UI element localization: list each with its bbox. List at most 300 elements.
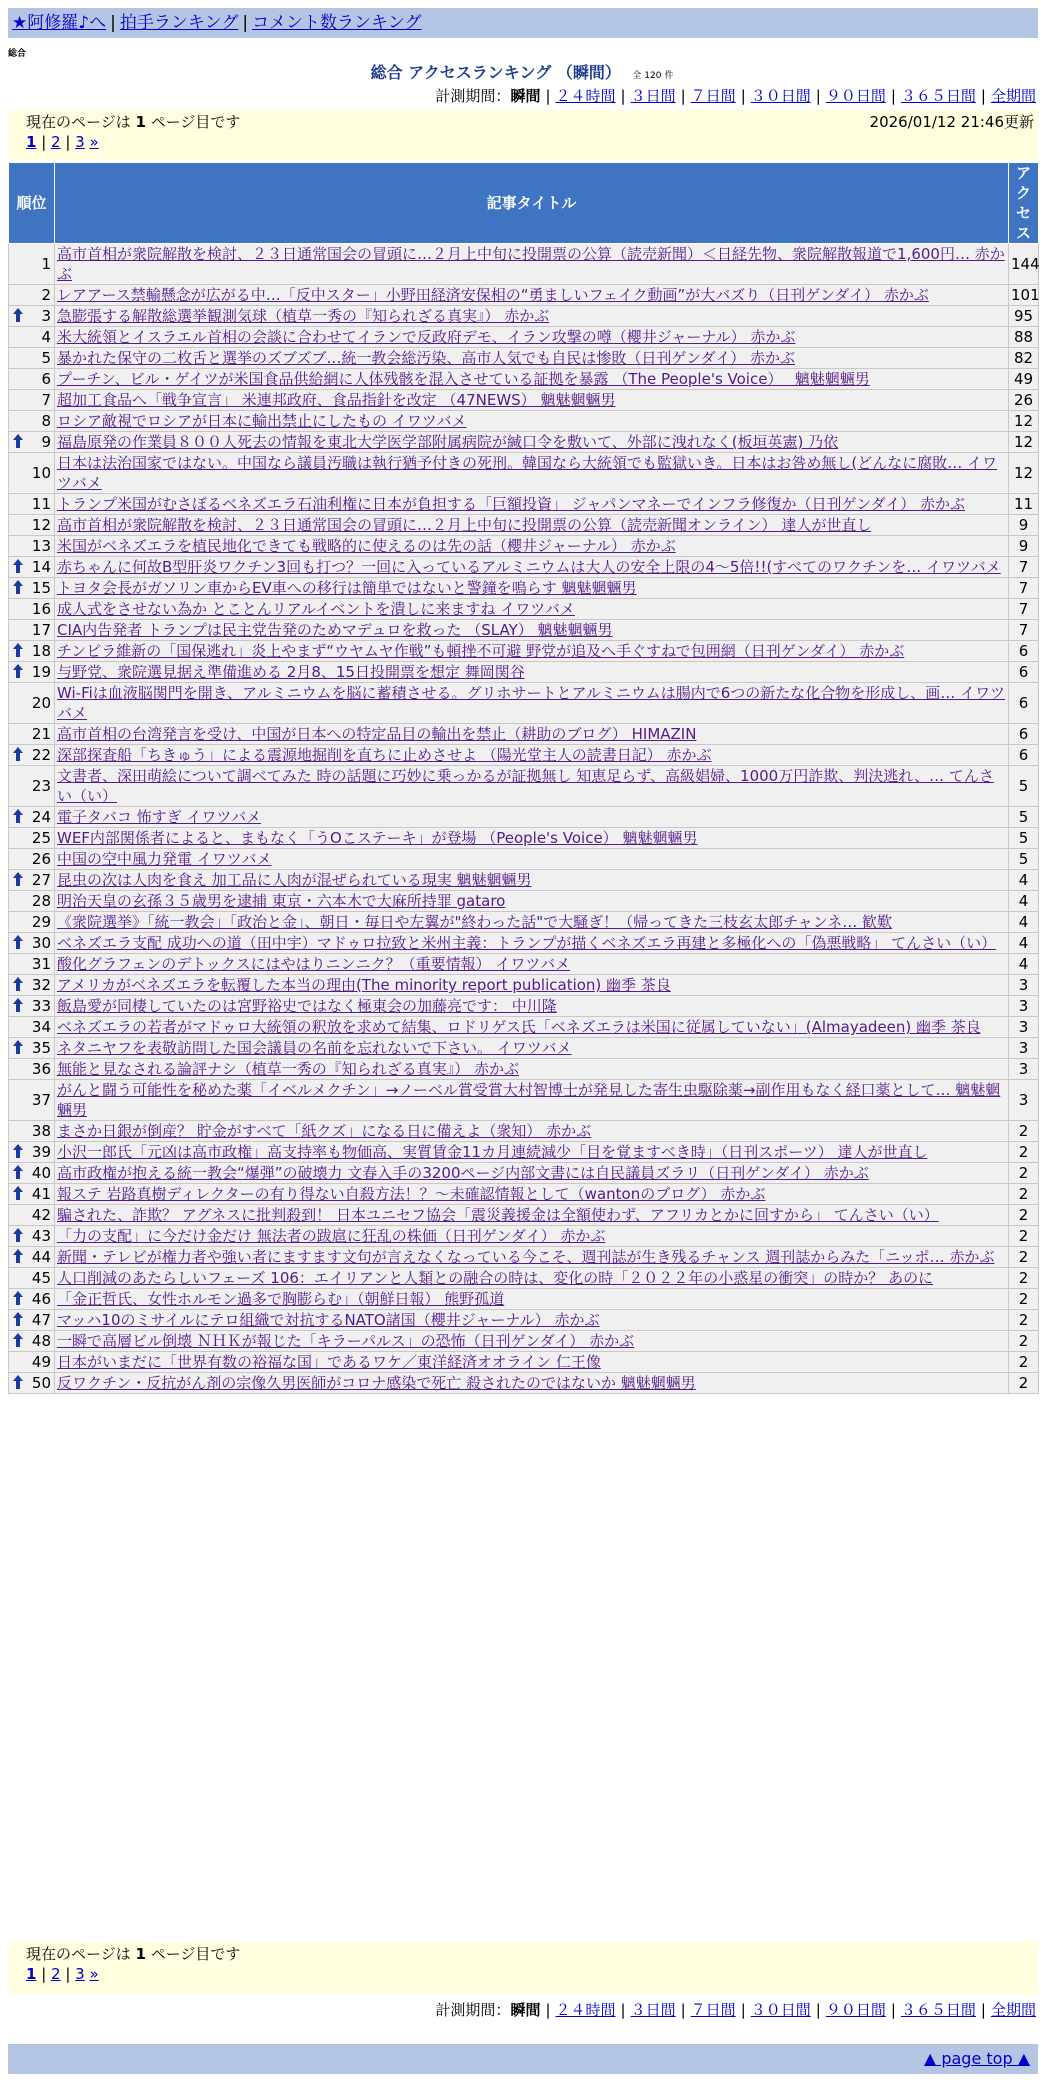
table-row [9, 683, 1039, 724]
rank-cell [9, 807, 55, 828]
article-title-link[interactable]: ネタニヤフを表敬訪問した国会議員の名前を忘れないで下さい。 イワツバメ [57, 1039, 572, 1057]
title-cell [55, 411, 1009, 432]
table-row [9, 557, 1039, 578]
title-cell [55, 536, 1009, 557]
article-title-link[interactable]: 酸化グラフェンのデトックスにはやはりニンニク？（重要情報） イワツバメ [57, 955, 571, 973]
table-row [9, 891, 1039, 912]
table-row [9, 849, 1039, 870]
title-cell [55, 1310, 1009, 1331]
table-row [9, 1373, 1039, 1394]
title-cell [55, 1352, 1009, 1373]
period-separator: | [620, 2001, 626, 2019]
rank-number: 5 [41, 349, 51, 367]
period-option[interactable]: ７日間 [690, 87, 736, 105]
access-count: 3 [1009, 1059, 1039, 1080]
rank-cell [9, 766, 55, 807]
rank-cell [9, 683, 55, 724]
rank-cell [9, 954, 55, 975]
page-info-suffix: ページ目です [150, 113, 241, 131]
article-title-link[interactable]: 成人式をさせない為か とことんリアルイベントを潰しに来ますね イワツバメ [57, 600, 575, 618]
pager-next-link[interactable]: » [89, 133, 99, 151]
rank-cell [9, 1163, 55, 1184]
table-row [9, 1268, 1039, 1289]
title-cell [55, 954, 1009, 975]
table-row [9, 620, 1039, 641]
access-count: 95 [1009, 306, 1039, 327]
rank-up-arrow-icon [13, 643, 23, 657]
access-count: 82 [1009, 348, 1039, 369]
title-cell [55, 870, 1009, 891]
article-title-link[interactable]: 文書者、深田萌絵について調べてみた 時の話題に巧妙に乗っかるが証拠無し 知恵足らず、高級娼婦、1000万円詐欺、判決逃れ、… てんさい（い） [57, 767, 994, 805]
access-count: 12 [1009, 453, 1039, 494]
rank-up-arrow-icon [13, 1040, 23, 1054]
rank-number: 30 [31, 934, 51, 952]
title-cell [55, 662, 1009, 683]
rank-cell [9, 557, 55, 578]
rank-up-arrow-icon [13, 1165, 23, 1179]
table-row [9, 306, 1039, 327]
rank-up-arrow-icon [13, 1291, 23, 1305]
rank-up-arrow-icon [13, 1249, 23, 1263]
access-count: 7 [1009, 620, 1039, 641]
rank-cell [9, 327, 55, 348]
rank-cell [9, 1059, 55, 1080]
rank-cell [9, 369, 55, 390]
page-title: 総合 アクセスランキング （瞬間） [370, 63, 621, 82]
title-cell [55, 515, 1009, 536]
rank-number: 39 [31, 1143, 51, 1161]
pager-separator: | [36, 1965, 52, 1983]
access-count: 9 [1009, 515, 1039, 536]
title-cell [55, 1226, 1009, 1247]
rank-cell [9, 745, 55, 766]
article-title-link[interactable]: 急膨張する解散総選挙観測気球（植草一秀の『知られざる真実』） 赤かぶ [57, 307, 550, 325]
article-title-link[interactable]: 無能と見なされる論評ナシ（植草一秀の『知られざる真実』） 赤かぶ [57, 1060, 519, 1078]
rank-number: 24 [31, 808, 51, 826]
article-title-link[interactable]: チンピラ維新の「国保逃れ」炎上やまず“ウヤムヤ作戦”も頓挫不可避 野党が追及へ手ぐすねで包囲網（日刊ゲンダイ） 赤かぶ [57, 642, 905, 660]
article-title-link[interactable]: ベネズエラ支配 成功への道（田中宇）マドゥロ拉致と米州主義：トランプが描くベネズエラ再建と多極化への「偽悪戦略」 てんさい（い） [57, 934, 997, 952]
access-count: 2 [1009, 1310, 1039, 1331]
rank-number: 31 [31, 955, 51, 973]
table-row [9, 807, 1039, 828]
article-title-link[interactable]: レアアース禁輸懸念が広がる中…「反中スター」小野田経済安保相の“勇ましいフェイク動画”が大バズり（日刊ゲンダイ） 赤かぶ [57, 286, 929, 304]
table-row [9, 1080, 1039, 1121]
article-title-link[interactable]: ベネズエラの若者がマドゥロ大統領の釈放を求めて結集、ロドリゲス氏「ベネズエラは米国に従属していない」(Almayadeen) 幽季 茶良 [57, 1018, 981, 1036]
rank-up-arrow-icon [13, 1186, 23, 1200]
title-cell [55, 244, 1009, 285]
table-row [9, 828, 1039, 849]
rank-number: 50 [31, 1374, 51, 1392]
rank-number: 37 [31, 1091, 51, 1109]
rank-cell [9, 996, 55, 1017]
rank-number: 6 [41, 370, 51, 388]
period-separator: | [545, 87, 551, 105]
title-cell [55, 620, 1009, 641]
rank-cell [9, 1226, 55, 1247]
access-count: 4 [1009, 912, 1039, 933]
period-separator: | [815, 2001, 821, 2019]
rank-number: 26 [31, 850, 51, 868]
table-row [9, 369, 1039, 390]
period-separator: | [980, 87, 986, 105]
period-separator: | [620, 87, 626, 105]
table-row [9, 1059, 1039, 1080]
rank-cell [9, 432, 55, 453]
rank-number: 27 [31, 871, 51, 889]
rank-cell [9, 1121, 55, 1142]
table-row [9, 745, 1039, 766]
article-title-link[interactable]: 反ワクチン・反抗がん剤の宗像久男医師がコロナ感染で死亡 殺されたのではないか 魑魅魍魎男 [57, 1374, 696, 1392]
rank-number: 33 [31, 997, 51, 1015]
access-count: 3 [1009, 996, 1039, 1017]
access-count: 12 [1009, 432, 1039, 453]
article-title-link[interactable]: 深部探査船「ちきゅう」による震源地掘削を直ちに止めさせよ （陽光堂主人の読書日記） 赤かぶ [57, 746, 712, 764]
title-cell [55, 306, 1009, 327]
table-row [9, 724, 1039, 745]
pager-separator: | [60, 133, 76, 151]
rank-cell [9, 244, 55, 285]
rank-up-arrow-icon [13, 872, 23, 886]
period-option[interactable]: ９０日間 [825, 2001, 886, 2019]
table-row [9, 536, 1039, 557]
access-count: 2 [1009, 1184, 1039, 1205]
title-cell [55, 1038, 1009, 1059]
article-title-link[interactable]: Wi-Fiは血液脳関門を開き、アルミニウムを脳に蓄積させる。グリホサートとアルミニウムは腸内で6つの新たな化合物を形成し、画… イワツバメ [57, 684, 1006, 722]
rank-cell [9, 1247, 55, 1268]
rank-up-arrow-icon [13, 977, 23, 991]
article-title-link[interactable]: 高市首相が衆院解散を検討、２３日通常国会の冒頭に…２月上中旬に投開票の公算（読売新聞オンライン） 達人が世直し [57, 516, 872, 534]
comment-ranking-link[interactable]: コメント数ランキング [252, 13, 422, 33]
article-title-link[interactable]: 超加工食品へ「戦争宣言」 米連邦政府、食品指針を改定 （47NEWS） 魑魅魍魎男 [57, 391, 616, 409]
title-cell [55, 1205, 1009, 1226]
article-title-link[interactable]: 騙された、詐欺？ アグネスに批判殺到！ 日本ユニセフ協会「震災義援金は全額使わず、アフリカとかに回すから」 てんさい（い） [57, 1206, 939, 1224]
article-title-link[interactable]: 高市政権が抱える統一教会“爆弾”の破壊力 文春入手の3200ページ内部文書には自民議員ズラリ（日刊ゲンダイ） 赤かぶ [57, 1164, 869, 1182]
rank-cell [9, 870, 55, 891]
total-count: 全 120 件 [632, 71, 674, 81]
access-count: 2 [1009, 1121, 1039, 1142]
rank-number: 14 [31, 558, 51, 576]
period-option[interactable]: ２４時間 [555, 2001, 616, 2019]
article-title-link[interactable]: ロシア敵視でロシアが日本に輸出禁止にしたもの イワツバメ [57, 412, 467, 430]
title-cell [55, 1247, 1009, 1268]
rank-number: 7 [41, 391, 51, 409]
period-separator: | [815, 87, 821, 105]
table-row [9, 494, 1039, 515]
access-count: 11 [1009, 494, 1039, 515]
rank-up-arrow-icon [13, 1144, 23, 1158]
rank-up-arrow-icon [13, 559, 23, 573]
table-row [9, 411, 1039, 432]
title-cell [55, 1268, 1009, 1289]
rank-cell [9, 390, 55, 411]
table-row [9, 1163, 1039, 1184]
rank-number: 25 [31, 829, 51, 847]
article-title-link[interactable]: がんと闘う可能性を秘めた薬「イベルメクチン」→ノーベル賞受賞大村智博士が発見した寄生虫駆除薬→副作用もなく経口薬として… 魑魅魍魎男 [57, 1081, 1001, 1119]
pager-page-link[interactable]: 1 [26, 133, 37, 151]
period-separator: | [740, 87, 746, 105]
period-option[interactable]: 全期間 [990, 87, 1036, 105]
page-top-link[interactable]: ▲ page top ▲ [923, 2049, 1030, 2068]
period-option: 瞬間 [510, 2001, 541, 2019]
rank-number: 41 [31, 1185, 51, 1203]
access-count: 4 [1009, 933, 1039, 954]
period-option[interactable]: ３６５日間 [900, 2001, 976, 2019]
title-cell [55, 578, 1009, 599]
article-title-link[interactable]: まさか日銀が倒産？ 貯金がすべて「紙クズ」になる日に備えよ（衆知） 赤かぶ [57, 1122, 592, 1140]
access-count: 3 [1009, 1038, 1039, 1059]
article-title-link[interactable]: 日本がいまだに「世界有数の裕福な国」であるワケ／東洋経済オオライン 仁王像 [57, 1353, 601, 1371]
access-count: 144 [1009, 244, 1039, 285]
access-count: 6 [1009, 745, 1039, 766]
table-row [9, 515, 1039, 536]
period-label: 計測期間： [435, 2001, 511, 2019]
period-option[interactable]: 全期間 [990, 2001, 1036, 2019]
pager-next-link[interactable]: » [89, 1965, 99, 1983]
rank-up-arrow-icon [13, 580, 23, 594]
asyura-home-link[interactable]: ★阿修羅♪へ [12, 13, 107, 33]
title-cell [55, 828, 1009, 849]
pager-page-link[interactable]: 3 [75, 1965, 85, 1983]
period-separator: | [545, 2001, 551, 2019]
article-title-link[interactable]: 福島原発の作業員８００人死去の情報を東北大学医学部附属病院が緘口令を敷いて、外部に洩れなく(板垣英憲) 乃依 [57, 433, 839, 451]
title-cell [55, 1142, 1009, 1163]
article-title-link[interactable]: 小沢一郎氏「元凶は高市政権」高支持率も物価高、実質賃金11カ月連続減少「目を覚ますべき時」（日刊スポーツ） 達人が世直し [57, 1143, 928, 1161]
rank-cell [9, 306, 55, 327]
article-title-link[interactable]: 人口削減のあたらしいフェーズ 106：エイリアンと人類との融合の時は、変化の時「２０２２年の小惑星の衝突」の時か？ あのに [57, 1269, 934, 1287]
nav-separator: | [110, 13, 116, 33]
table-row [9, 1352, 1039, 1373]
period-option[interactable]: ３日間 [630, 87, 676, 105]
title-cell [55, 285, 1009, 306]
table-row [9, 1121, 1039, 1142]
title-cell [55, 453, 1009, 494]
article-title-link[interactable]: プーチン、ビル・ゲイツが米国食品供給網に人体残骸を混入させている証拠を暴露 （The People's Voice） 魑魅魍魎男 [57, 370, 870, 388]
title-cell [55, 1059, 1009, 1080]
access-count: 2 [1009, 1352, 1039, 1373]
pager-page-link[interactable]: 2 [51, 1965, 61, 1983]
table-row [9, 1331, 1039, 1352]
article-title-link[interactable]: 一瞬で高層ビル倒壊 ＮＨＫが報じた「キラーパルス」の恐怖（日刊ゲンダイ） 赤かぶ [57, 1332, 635, 1350]
rank-number: 35 [31, 1039, 51, 1057]
title-cell [55, 766, 1009, 807]
rank-number: 15 [31, 579, 51, 597]
table-row [9, 1289, 1039, 1310]
rank-cell [9, 1373, 55, 1394]
rank-number: 17 [31, 621, 51, 639]
article-title-link[interactable]: 中国の空中風力発電 イワツバメ [57, 850, 272, 868]
title-cell [55, 1163, 1009, 1184]
article-title-link[interactable]: 電子タバコ 怖すぎ イワツバメ [57, 808, 262, 826]
pager-separator: | [60, 1965, 76, 1983]
title-cell [55, 641, 1009, 662]
table-row [9, 1226, 1039, 1247]
article-title-link[interactable]: WEF内部関係者によると、まもなく「うOこステーキ」が登場 （People's Voice） 魑魅魍魎男 [57, 829, 698, 847]
rank-number: 47 [31, 1311, 51, 1329]
pager-page-link[interactable]: 1 [26, 1965, 37, 1983]
title-cell [55, 348, 1009, 369]
page-info-prefix: 現在のページは [26, 1945, 131, 1963]
article-title-link[interactable]: 《衆院選挙》「統一教会」「政治と金」、朝日・毎日や左翼が"終わった話"で大騒ぎ！（帰ってきた三枝玄太郎チャンネ… 歓歎 [57, 913, 893, 931]
access-count: 101 [1009, 285, 1039, 306]
article-title-link[interactable]: 高市首相の台湾発言を受け、中国が日本への特定品目の輸出を禁止（耕助のブログ） HIMAZIN [57, 725, 697, 743]
period-option[interactable]: ７日間 [690, 2001, 736, 2019]
access-count: 2 [1009, 1289, 1039, 1310]
access-count: 49 [1009, 369, 1039, 390]
period-option[interactable]: ２４時間 [555, 87, 616, 105]
table-row [9, 1247, 1039, 1268]
table-row [9, 285, 1039, 306]
rank-up-arrow-icon [13, 434, 23, 448]
rank-number: 2 [41, 286, 51, 304]
article-title-link[interactable]: 新聞・テレビが権力者や強い者にますます文句が言えなくなっている今こそ、週刊誌が生き残るチャンス 週刊誌からみた「ニッポ… 赤かぶ [57, 1248, 995, 1266]
article-title-link[interactable]: 与野党、衆院選見据え準備進める 2月8、15日投開票を想定 舞岡関谷 [57, 663, 525, 681]
rank-number: 3 [41, 307, 51, 325]
rank-number: 11 [31, 495, 51, 513]
title-cell [55, 1331, 1009, 1352]
access-count: 9 [1009, 536, 1039, 557]
article-title-link[interactable]: 赤ちゃんに何故B型肝炎ワクチン3回も打つ？一回に入っているアルミニウムは大人の安全上限の4～5倍!!(すべてのワクチンを… イワツバメ [57, 558, 1001, 576]
table-row [9, 390, 1039, 411]
title-cell [55, 912, 1009, 933]
article-title-link[interactable]: 日本は法治国家ではない。中国なら議員汚職は執行猶予付きの死刑。韓国なら大統領でも監獄いき。日本はお咎め無し(どんなに腐敗… イワツバメ [57, 454, 998, 492]
rank-cell [9, 1289, 55, 1310]
article-title-link[interactable]: 「金正哲氏、女性ホルモン過多で胸膨らむ」（朝鮮日報） 熊野孤道 [57, 1290, 505, 1308]
period-option[interactable]: ３日間 [630, 2001, 676, 2019]
table-row [9, 1038, 1039, 1059]
rank-cell [9, 1080, 55, 1121]
article-title-link[interactable]: 米国がベネズエラを植民地化できても戦略的に使えるのは先の話（櫻井ジャーナル） 赤かぶ [57, 537, 676, 555]
table-row [9, 954, 1039, 975]
access-count: 6 [1009, 683, 1039, 724]
ranking-table [8, 162, 1039, 1394]
clap-ranking-link[interactable]: 拍手ランキング [119, 13, 239, 33]
title-cell [55, 369, 1009, 390]
table-row [9, 1142, 1039, 1163]
access-count: 7 [1009, 578, 1039, 599]
rank-number: 44 [31, 1248, 51, 1266]
rank-number: 20 [31, 694, 51, 712]
article-title-link[interactable]: トヨタ会長がガソリン車からEV車への移行は簡単ではないと警鐘を鳴らす 魑魅魍魎男 [57, 579, 637, 597]
title-cell [55, 1184, 1009, 1205]
article-title-link[interactable]: マッハ10のミサイルにテロ組織で対抗するNATO諸国（櫻井ジャーナル） 赤かぶ [57, 1311, 600, 1329]
period-option[interactable]: ３６５日間 [900, 87, 976, 105]
title-cell [55, 494, 1009, 515]
rank-cell [9, 620, 55, 641]
title-cell [55, 975, 1009, 996]
nav-separator: | [242, 13, 249, 33]
access-count: 3 [1009, 975, 1039, 996]
article-title-link[interactable]: 報ステ 岩路真樹ディレクターの有り得ない自殺方法！？～未確認情報として（wantonのブログ） 赤かぶ [57, 1185, 766, 1203]
page-info-suffix: ページ目です [150, 1945, 241, 1963]
article-title-link[interactable]: アメリカがベネズエラを転覆した本当の理由(The minority report publication) 幽季 茶良 [57, 976, 671, 994]
table-row [9, 1017, 1039, 1038]
rank-number: 21 [31, 725, 51, 743]
access-count: 2 [1009, 1268, 1039, 1289]
rank-up-arrow-icon [13, 308, 23, 322]
title-cell [55, 1289, 1009, 1310]
rank-number: 16 [31, 600, 51, 618]
table-row [9, 912, 1039, 933]
article-title-link[interactable]: トランプ米国がむさぼるベネズエラ石油利権に日本が負担する「巨額投資」 ジャパンマネーでインフラ修復か（日刊ゲンダイ） 赤かぶ [57, 495, 966, 513]
article-title-link[interactable]: 飯島愛が同棲していたのは宮野裕史ではなく極東会の加藤亮です： 中川隆 [57, 997, 557, 1015]
access-count: 4 [1009, 954, 1039, 975]
period-option: 瞬間 [510, 87, 541, 105]
access-count: 5 [1009, 807, 1039, 828]
rank-number: 49 [31, 1353, 51, 1371]
article-title-link[interactable]: 米大統領とイスラエル首相の会談に合わせてイランで反政府デモ、イラン攻撃の噂（櫻井ジャーナル） 赤かぶ [57, 328, 796, 346]
period-option[interactable]: ３０日間 [750, 2001, 811, 2019]
rank-number: 45 [31, 1269, 51, 1287]
pager-page-link[interactable]: 2 [51, 133, 61, 151]
access-count: 4 [1009, 891, 1039, 912]
table-row [9, 641, 1039, 662]
rank-number: 29 [31, 913, 51, 931]
access-count: 7 [1009, 599, 1039, 620]
period-separator: | [890, 2001, 896, 2019]
pager-bottom [26, 1964, 1032, 1984]
rank-number: 12 [31, 516, 51, 534]
title-column-header: 記事タイトル [55, 163, 1009, 244]
access-count: 26 [1009, 390, 1039, 411]
rank-cell [9, 348, 55, 369]
title-cell [55, 557, 1009, 578]
title-cell [55, 327, 1009, 348]
title-cell [55, 1080, 1009, 1121]
rank-cell [9, 1038, 55, 1059]
article-title-link[interactable]: CIA内告発者 トランプは民主党告発のためマデュロを救った （SLAY） 魑魅魍魎男 [57, 621, 613, 639]
table-row [9, 244, 1039, 285]
title-cell [55, 1017, 1009, 1038]
article-title-link[interactable]: 高市首相が衆院解散を検討、２３日通常国会の冒頭に…２月上中旬に投開票の公算（読売新聞）＜日経先物、衆院解散報道で1,600円… 赤かぶ [57, 245, 1005, 283]
title-cell [55, 1373, 1009, 1394]
rank-cell [9, 536, 55, 557]
rank-cell [9, 662, 55, 683]
rank-number: 9 [41, 433, 51, 451]
top-nav-bar [8, 8, 1038, 38]
rank-cell [9, 641, 55, 662]
pager-page-link[interactable]: 3 [75, 133, 85, 151]
title-cell [55, 891, 1009, 912]
rank-cell [9, 828, 55, 849]
article-title-link[interactable]: 「力の支配」に今だけ金だけ 無法者の跋扈に狂乱の株価（日刊ゲンダイ） 赤かぶ [57, 1227, 606, 1245]
article-title-link[interactable]: 昆虫の次は人肉を食え 加工品に人肉が混ぜられている現実 魑魅魍魎男 [57, 871, 532, 889]
access-count: 2 [1009, 1373, 1039, 1394]
pager-separator: | [36, 133, 52, 151]
rank-number: 32 [31, 976, 51, 994]
table-header-row [9, 163, 1039, 244]
title-cell [55, 432, 1009, 453]
rank-cell [9, 724, 55, 745]
rank-cell [9, 933, 55, 954]
article-title-link[interactable]: 暴かれた保守の二枚舌と選挙のズブズブ…統一教会総汚染、高市人気でも自民は惨敗（日刊ゲンダイ） 赤かぶ [57, 349, 795, 367]
table-row [9, 432, 1039, 453]
title-cell [55, 996, 1009, 1017]
rank-up-arrow-icon [13, 1333, 23, 1347]
article-title-link[interactable]: 明治天皇の玄孫３５歳男を逮捕 東京・六本木で大麻所持罪 gataro [57, 892, 506, 910]
period-option[interactable]: ９０日間 [825, 87, 886, 105]
title-cell [55, 724, 1009, 745]
access-count: 6 [1009, 641, 1039, 662]
table-row [9, 1184, 1039, 1205]
access-count: 88 [1009, 327, 1039, 348]
access-count: 7 [1009, 557, 1039, 578]
title-cell [55, 390, 1009, 411]
table-row [9, 766, 1039, 807]
rank-cell [9, 1352, 55, 1373]
rank-cell [9, 1142, 55, 1163]
period-option[interactable]: ３０日間 [750, 87, 811, 105]
table-row [9, 933, 1039, 954]
